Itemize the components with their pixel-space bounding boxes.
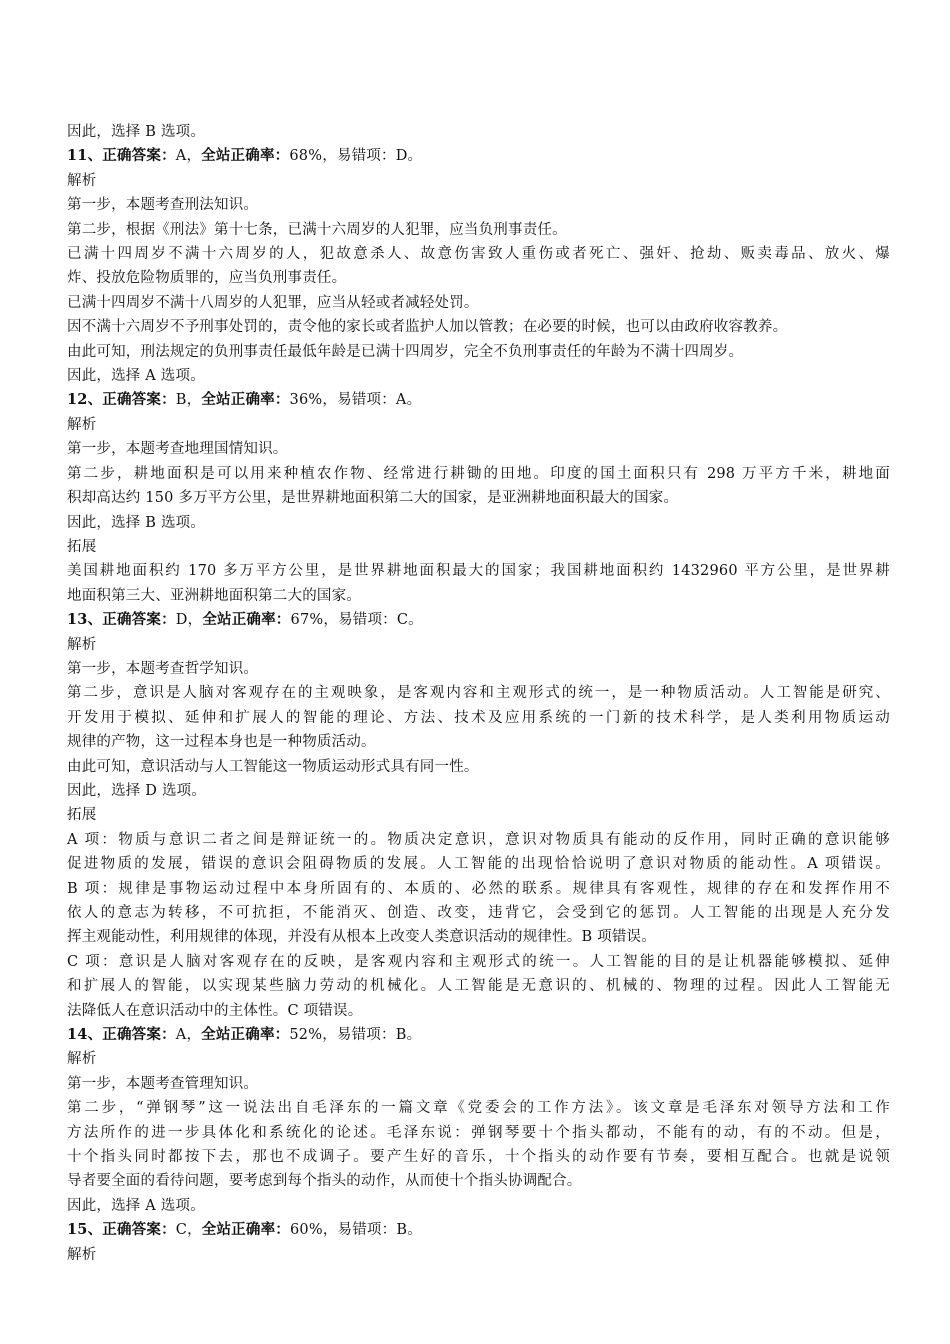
wrong-label: 易错项： bbox=[337, 1222, 397, 1239]
text-line: 因不满十六周岁不予刑事处罚的，责令他的家长或者监护人加以管教；在必要的时候，也可以由政府收容教养。 bbox=[67, 319, 788, 336]
text-line: 因此，选择 D 选项。 bbox=[67, 782, 207, 799]
section-heading: 拓展 bbox=[67, 807, 97, 824]
text-line: 第一步，本题考查刑法知识。 bbox=[67, 197, 259, 214]
rate-label: 全站正确率： bbox=[201, 1026, 290, 1044]
rate-label: 全站正确率： bbox=[201, 1221, 290, 1239]
answer-label: 15、正确答案： bbox=[67, 1221, 176, 1239]
answer-line-12: 12、正确答案：B，全站正确率：36%，易错项：A。 bbox=[67, 391, 422, 409]
text-line: 由此可知，意识活动与人工智能这一物质运动形式具有同一性。 bbox=[67, 758, 479, 775]
text-line: 第一步，本题考查地理国情知识。 bbox=[67, 441, 288, 458]
text-line: 积却高达约 150 多万平方公里，是世界耕地面积第二大的国家，是亚洲耕地面积最大的国家。 bbox=[67, 490, 679, 507]
wrong-value: B。 bbox=[395, 1027, 422, 1044]
answer-value: B bbox=[175, 392, 187, 409]
rate-value: 36% bbox=[289, 392, 323, 409]
text-line: 法降低人在意识活动中的主体性。C 项错误。 bbox=[67, 1002, 363, 1019]
rate-value: 52% bbox=[289, 1027, 323, 1044]
text-line: 由此可知，刑法规定的负刑事责任最低年龄是已满十四周岁，完全不负刑事责任的年龄为不满十四周岁。 bbox=[67, 343, 744, 360]
rate-value: 60% bbox=[289, 1222, 323, 1239]
text-line: 炸、投放危险物质罪的，应当负刑事责任。 bbox=[67, 270, 347, 287]
text-line: 方法所作的进一步具体化和系统化的论述。毛泽东说：弹钢琴要十个指头都动，不能有的动，有的不动。但是， bbox=[67, 1124, 890, 1141]
text-line: 第一步，本题考查管理知识。 bbox=[67, 1075, 259, 1092]
section-heading: 解析 bbox=[67, 416, 97, 433]
section-heading: 解析 bbox=[67, 1246, 97, 1263]
text-line: 因此，选择 B 选项。 bbox=[67, 124, 206, 140]
text-line: A 项：物质与意识二者之间是辩证统一的。物质决定意识，意识对物质具有能动的反作用，同时正确的意识能够 bbox=[67, 831, 890, 848]
wrong-label: 易错项： bbox=[336, 1027, 396, 1044]
text-line: B 项：规律是事物运动过程中本身所固有的、本质的、必然的联系。规律具有客观性，规律的存在和发挥作用不 bbox=[67, 880, 890, 897]
text-line: 第一步，本题考查哲学知识。 bbox=[67, 660, 259, 677]
text-line: 已满十四周岁不满十六周岁的人，犯故意杀人、故意伤害致人重伤或者死亡、强奸、抢劫、贩卖毒品、放火、爆 bbox=[67, 246, 890, 263]
wrong-label: 易错项： bbox=[337, 392, 396, 409]
text-line: 因此，选择 A 选项。 bbox=[67, 1197, 205, 1214]
text-line: 因此，选择 B 选项。 bbox=[67, 514, 206, 531]
text-line: 促进物质的发展，错误的意识会阻碍物质的发展。人工智能的出现恰恰说明了意识对物质的能动性。A 项错误。 bbox=[67, 856, 890, 873]
answer-value: C bbox=[175, 1222, 188, 1239]
text-line: 已满十四周岁不满十八周岁的人犯罪，应当从轻或者减轻处罚。 bbox=[67, 294, 479, 311]
text-line: 第二步，耕地面积是可以用来种植农作物、经常进行耕锄的田地。印度的国土面积只有 298 万平方千米，耕地面 bbox=[67, 465, 890, 482]
answer-line-15: 15、正确答案：C，全站正确率：60%，易错项：B。 bbox=[67, 1221, 422, 1239]
wrong-value: C。 bbox=[396, 612, 423, 629]
answer-label: 14、正确答案： bbox=[67, 1026, 176, 1044]
text-line: 因此，选择 A 选项。 bbox=[67, 368, 205, 385]
answer-line-14: 14、正确答案：A，全站正确率：52%，易错项：B。 bbox=[67, 1026, 422, 1044]
answer-line-11: 11、正确答案：A，全站正确率：68%，易错项：D。 bbox=[67, 147, 423, 165]
text-line: 第二步，意识是人脑对客观存在的主观映象，是客观内容和主观形式的统一，是一种物质活动。人工智能是研究、 bbox=[67, 685, 890, 702]
text-line: 和扩展人的智能，以实现某些脑力劳动的机械化。人工智能是无意识的、机械的、物理的过程。因此人工智能无 bbox=[67, 978, 890, 995]
wrong-value: B。 bbox=[396, 1222, 422, 1239]
section-heading: 解析 bbox=[67, 172, 97, 189]
wrong-value: A。 bbox=[395, 392, 422, 409]
text-line: 第二步，根据《刑法》第十七条，已满十六周岁的人犯罪，应当负刑事责任。 bbox=[67, 221, 567, 238]
text-line: 十个指头同时都按下去，那也不成调子。要产生好的音乐，十个指头的动作要有节奏，要相互配合。也就是说领 bbox=[67, 1149, 890, 1166]
answer-value: D bbox=[175, 612, 188, 629]
text-line: 第二步，“弹钢琴”这一说法出自毛泽东的一篇文章《党委会的工作方法》。该文章是毛泽东对领导方法和工作 bbox=[67, 1100, 890, 1117]
section-heading: 拓展 bbox=[67, 538, 97, 555]
answer-label: 13、正确答案： bbox=[67, 611, 176, 629]
wrong-label: 易错项： bbox=[338, 612, 397, 629]
text-line: C 项：意识是人脑对客观存在的反映，是客观内容和主观形式的统一。人工智能的目的是让机器能够模拟、延伸 bbox=[67, 953, 890, 970]
answer-line-13: 13、正确答案：D，全站正确率：67%，易错项：C。 bbox=[67, 611, 423, 629]
text-line: 开发用于模拟、延伸和扩展人的智能的理论、方法、技术及应用系统的一门新的技术科学，是人类利用物质运动 bbox=[67, 709, 890, 726]
text-line: 美国耕地面积约 170 多万平方公里，是世界耕地面积最大的国家；我国耕地面积约 1432960 平方公里，是世界耕 bbox=[67, 563, 890, 580]
answer-value: A bbox=[175, 1027, 187, 1044]
section-heading: 解析 bbox=[67, 636, 97, 653]
text-line: 导者要全面的看待问题，要考虑到每个指头的动作，从而使十个指头协调配合。 bbox=[67, 1173, 582, 1190]
text-line: 依人的意志为转移，不可抗拒，不能消灭、创造、改变，违背它，会受到它的惩罚。人工智能的出现是人充分发 bbox=[67, 905, 890, 921]
rate-label: 全站正确率： bbox=[202, 611, 291, 629]
wrong-label: 易错项： bbox=[336, 148, 396, 165]
rate-value: 68% bbox=[289, 148, 323, 165]
wrong-value: D。 bbox=[395, 148, 423, 165]
text-line: 规律的产物，这一过程本身也是一种物质活动。 bbox=[67, 734, 376, 751]
rate-value: 67% bbox=[290, 612, 324, 629]
answer-label: 12、正确答案： bbox=[67, 391, 176, 409]
answer-label: 11、正确答案： bbox=[67, 147, 176, 165]
answer-value: A bbox=[175, 148, 187, 165]
rate-label: 全站正确率： bbox=[201, 147, 290, 165]
text-line: 地面积第三大、亚洲耕地面积第二大的国家。 bbox=[67, 587, 361, 604]
text-line: 挥主观能动性，利用规律的体现，并没有从根本上改变人类意识活动的规律性。B 项错误。 bbox=[67, 929, 656, 946]
rate-label: 全站正确率： bbox=[201, 391, 290, 409]
section-heading: 解析 bbox=[67, 1051, 97, 1068]
